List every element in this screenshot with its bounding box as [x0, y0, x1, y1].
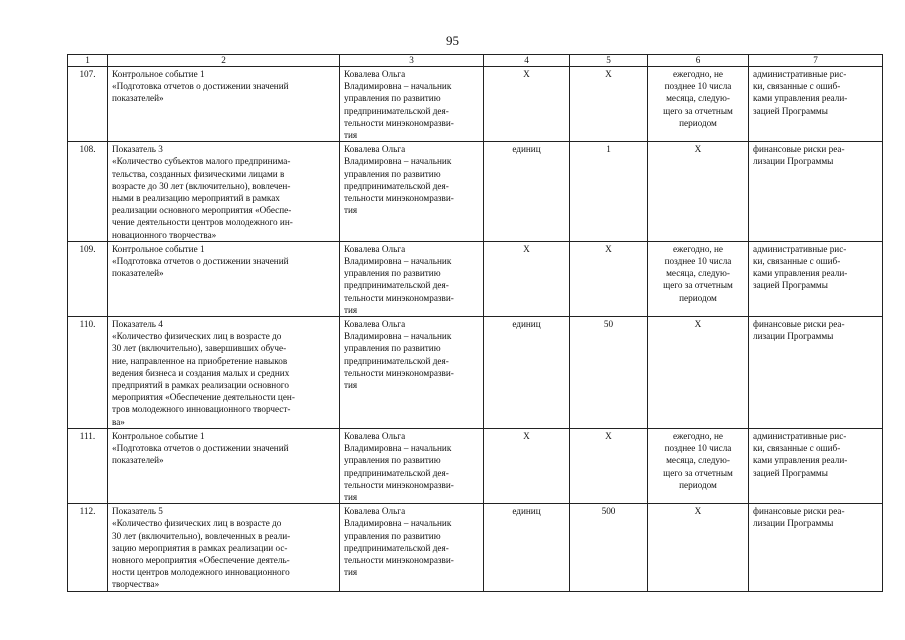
- unit: единиц: [484, 317, 570, 429]
- target-value: Х: [570, 67, 648, 142]
- unit: единиц: [484, 504, 570, 591]
- deadline: Х: [648, 504, 749, 591]
- column-header: 7: [749, 55, 883, 67]
- risks: административные рис- ки, связанные с ошиб- ками управления реали- зацией Программы: [749, 241, 883, 316]
- row-number: 107.: [68, 67, 108, 142]
- table-row: [68, 504, 883, 591]
- risks: финансовые риски реа- лизации Программы: [749, 142, 883, 242]
- table-row: [68, 142, 883, 242]
- target-value: 500: [570, 504, 648, 591]
- target-value: Х: [570, 241, 648, 316]
- row-number: 110.: [68, 317, 108, 429]
- responsible-person: Ковалева Ольга Владимировна – начальник управления по развитию предпринимательской дея- тельности минэкономразви- тия: [340, 504, 484, 591]
- event-name: Контрольное событие 1 «Подготовка отчетов о достижении значений показателей»: [108, 428, 340, 503]
- indicator-name: Показатель 5 «Количество физических лиц в возрасте до 30 лет (включительно), вовлеченных в реали- зацию мероприятия в рамках реализации ос- новного мероприятия «Обеспечение деятель- ности центров молодежного инновационного творчества»: [108, 504, 340, 591]
- program-indicators-table: [67, 54, 883, 592]
- unit: единиц: [484, 142, 570, 242]
- row-number: 111.: [68, 428, 108, 503]
- column-header: 6: [648, 55, 749, 67]
- risks: административные рис- ки, связанные с ошиб- ками управления реали- зацией Программы: [749, 67, 883, 142]
- table-row: [68, 241, 883, 316]
- unit: Х: [484, 241, 570, 316]
- column-header: 5: [570, 55, 648, 67]
- table-header-row: [68, 55, 883, 67]
- responsible-person: Ковалева Ольга Владимировна – начальник управления по развитию предпринимательской дея- тельности минэкономразви- тия: [340, 317, 484, 429]
- target-value: 50: [570, 317, 648, 429]
- responsible-person: Ковалева Ольга Владимировна – начальник управления по развитию предпринимательской дея- тельности минэкономразви- тия: [340, 67, 484, 142]
- row-number: 108.: [68, 142, 108, 242]
- column-header: 2: [108, 55, 340, 67]
- row-number: 109.: [68, 241, 108, 316]
- unit: Х: [484, 428, 570, 503]
- table-row: [68, 428, 883, 503]
- responsible-person: Ковалева Ольга Владимировна – начальник управления по развитию предпринимательской дея- тельности минэкономразви- тия: [340, 428, 484, 503]
- risks: административные рис- ки, связанные с ошиб- ками управления реали- зацией Программы: [749, 428, 883, 503]
- row-number: 112.: [68, 504, 108, 591]
- target-value: 1: [570, 142, 648, 242]
- indicator-name: Показатель 3 «Количество субъектов малого предпринима- тельства, созданных физическими лицами в возрасте до 30 лет (включительно), вовлечен- ными в реализацию мероприятий в рамках реализации основного мероприятия «Обеспе- чение деятельности центров молодежного ин- новационного творчества»: [108, 142, 340, 242]
- deadline: ежегодно, не позднее 10 числа месяца, следую- щего за отчетным периодом: [648, 241, 749, 316]
- deadline: ежегодно, не позднее 10 числа месяца, следую- щего за отчетным периодом: [648, 428, 749, 503]
- target-value: Х: [570, 428, 648, 503]
- responsible-person: Ковалева Ольга Владимировна – начальник управления по развитию предпринимательской дея- тельности минэкономразви- тия: [340, 241, 484, 316]
- table-row: [68, 317, 883, 429]
- event-name: Контрольное событие 1 «Подготовка отчетов о достижении значений показателей»: [108, 67, 340, 142]
- deadline: Х: [648, 317, 749, 429]
- risks: финансовые риски реа- лизации Программы: [749, 504, 883, 591]
- column-header: 4: [484, 55, 570, 67]
- deadline: ежегодно, не позднее 10 числа месяца, следую- щего за отчетным периодом: [648, 67, 749, 142]
- table-row: [68, 67, 883, 142]
- column-header: 1: [68, 55, 108, 67]
- indicator-name: Показатель 4 «Количество физических лиц в возрасте до 30 лет (включительно), завершивших обуче- ние, направленное на приобретение навыков ведения бизнеса и создания малых и средних предприятий в рамках реализации основного мероприятия «Обеспечение деятельности цен- тров молодежного инновационного творчест- ва»: [108, 317, 340, 429]
- event-name: Контрольное событие 1 «Подготовка отчетов о достижении значений показателей»: [108, 241, 340, 316]
- deadline: Х: [648, 142, 749, 242]
- page-number: 95: [446, 33, 459, 48]
- column-header: 3: [340, 55, 484, 67]
- unit: Х: [484, 67, 570, 142]
- risks: финансовые риски реа- лизации Программы: [749, 317, 883, 429]
- responsible-person: Ковалева Ольга Владимировна – начальник управления по развитию предпринимательской дея- тельности минэкономразви- тия: [340, 142, 484, 242]
